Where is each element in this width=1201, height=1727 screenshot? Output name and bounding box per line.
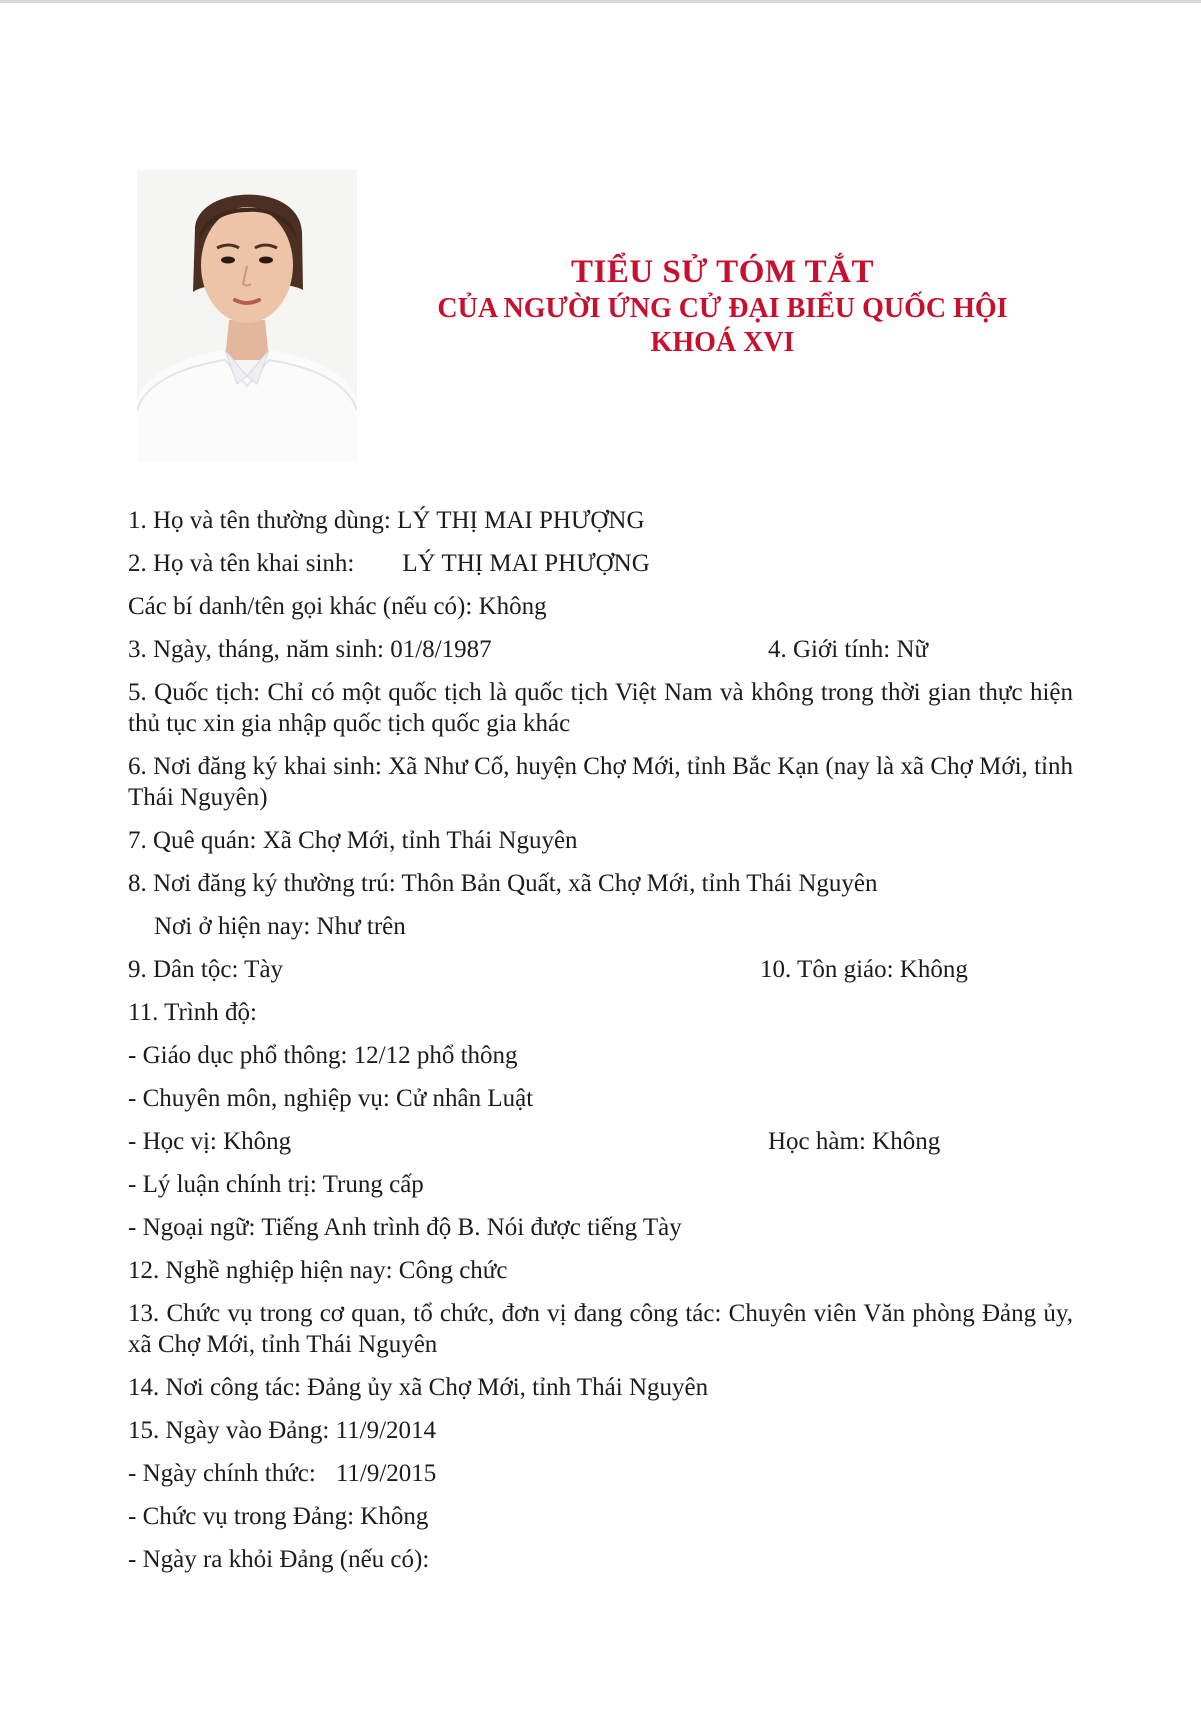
- field-education-heading: 11. Trình độ:: [128, 999, 257, 1026]
- field-degree: - Học vị: Không: [128, 1128, 292, 1155]
- candidate-portrait-photo: [137, 170, 357, 462]
- field-party-join-date: 15. Ngày vào Đảng: 11/9/2014: [128, 1417, 437, 1444]
- field-party-position: - Chức vụ trong Đảng: Không: [128, 1503, 429, 1530]
- field-party-official-label: - Ngày chính thức:: [128, 1460, 316, 1487]
- document-title: [400, 252, 1045, 360]
- field-degree-academic-title: [128, 1126, 1073, 1157]
- field-birth-registration: 6. Nơi đăng ký khai sinh: Xã Như Cố, huyện Chợ Mới, tỉnh Bắc Kạn (nay là xã Chợ Mới, tỉnh Thái Nguyên): [128, 753, 1073, 811]
- field-party-official-value: 11/9/2015: [335, 1460, 437, 1487]
- biography-content: [128, 505, 1073, 1587]
- field-birth-date-gender: [128, 634, 1073, 665]
- field-ethnicity: 9. Dân tộc: Tày: [128, 956, 284, 983]
- field-birth-date: 3. Ngày, tháng, năm sinh: 01/8/1987: [128, 636, 492, 663]
- field-general-education: - Giáo dục phổ thông: 12/12 phổ thông: [128, 1042, 518, 1069]
- title-line-2: CỦA NGƯỜI ỨNG CỬ ĐẠI BIỂU QUỐC HỘI: [437, 293, 1008, 324]
- page-top-edge: [0, 0, 1201, 3]
- title-line-1: TIỂU SỬ TÓM TẮT: [570, 254, 875, 290]
- field-permanent-residence: 8. Nơi đăng ký thường trú: Thôn Bản Quất, xã Chợ Mới, tỉnh Thái Nguyên: [128, 870, 878, 897]
- field-nationality: 5. Quốc tịch: Chỉ có một quốc tịch là quốc tịch Việt Nam và không trong thời gian thực hiện thủ tục xin gia nhập quốc tịch quốc gia khác: [128, 679, 1073, 737]
- field-birth-name-label: 2. Họ và tên khai sinh:: [128, 550, 355, 577]
- field-common-name: 1. Họ và tên thường dùng: LÝ THỊ MAI PHƯỢNG: [128, 507, 645, 534]
- field-position: 13. Chức vụ trong cơ quan, tổ chức, đơn vị đang công tác: Chuyên viên Văn phòng Đảng ủy, xã Chợ Mới, tỉnh Thái Nguyên: [128, 1300, 1073, 1358]
- field-hometown: 7. Quê quán: Xã Chợ Mới, tỉnh Thái Nguyên: [128, 827, 578, 854]
- field-religion: 10. Tôn giáo: Không: [760, 956, 968, 983]
- field-birth-name-value: LÝ THỊ MAI PHƯỢNG: [402, 550, 650, 577]
- field-gender: 4. Giới tính: Nữ: [768, 636, 929, 663]
- field-academic-title: Học hàm: Không: [768, 1128, 941, 1155]
- field-foreign-language: - Ngoại ngữ: Tiếng Anh trình độ B. Nói được tiếng Tày: [128, 1214, 682, 1241]
- field-specialty: - Chuyên môn, nghiệp vụ: Cử nhân Luật: [128, 1085, 534, 1112]
- field-birth-name: [128, 548, 1073, 579]
- field-ethnicity-religion: [128, 954, 1073, 985]
- field-aliases: Các bí danh/tên gọi khác (nếu có): Không: [128, 593, 547, 620]
- field-current-residence: Nơi ở hiện nay: Như trên: [154, 913, 406, 940]
- field-political-theory: - Lý luận chính trị: Trung cấp: [128, 1171, 424, 1198]
- field-workplace: 14. Nơi công tác: Đảng ủy xã Chợ Mới, tỉnh Thái Nguyên: [128, 1374, 709, 1401]
- field-party-official-date: [128, 1458, 1073, 1489]
- field-party-leave-date: - Ngày ra khỏi Đảng (nếu có):: [128, 1546, 430, 1573]
- title-line-3: KHOÁ XVI: [650, 327, 795, 358]
- field-occupation: 12. Nghề nghiệp hiện nay: Công chức: [128, 1257, 508, 1284]
